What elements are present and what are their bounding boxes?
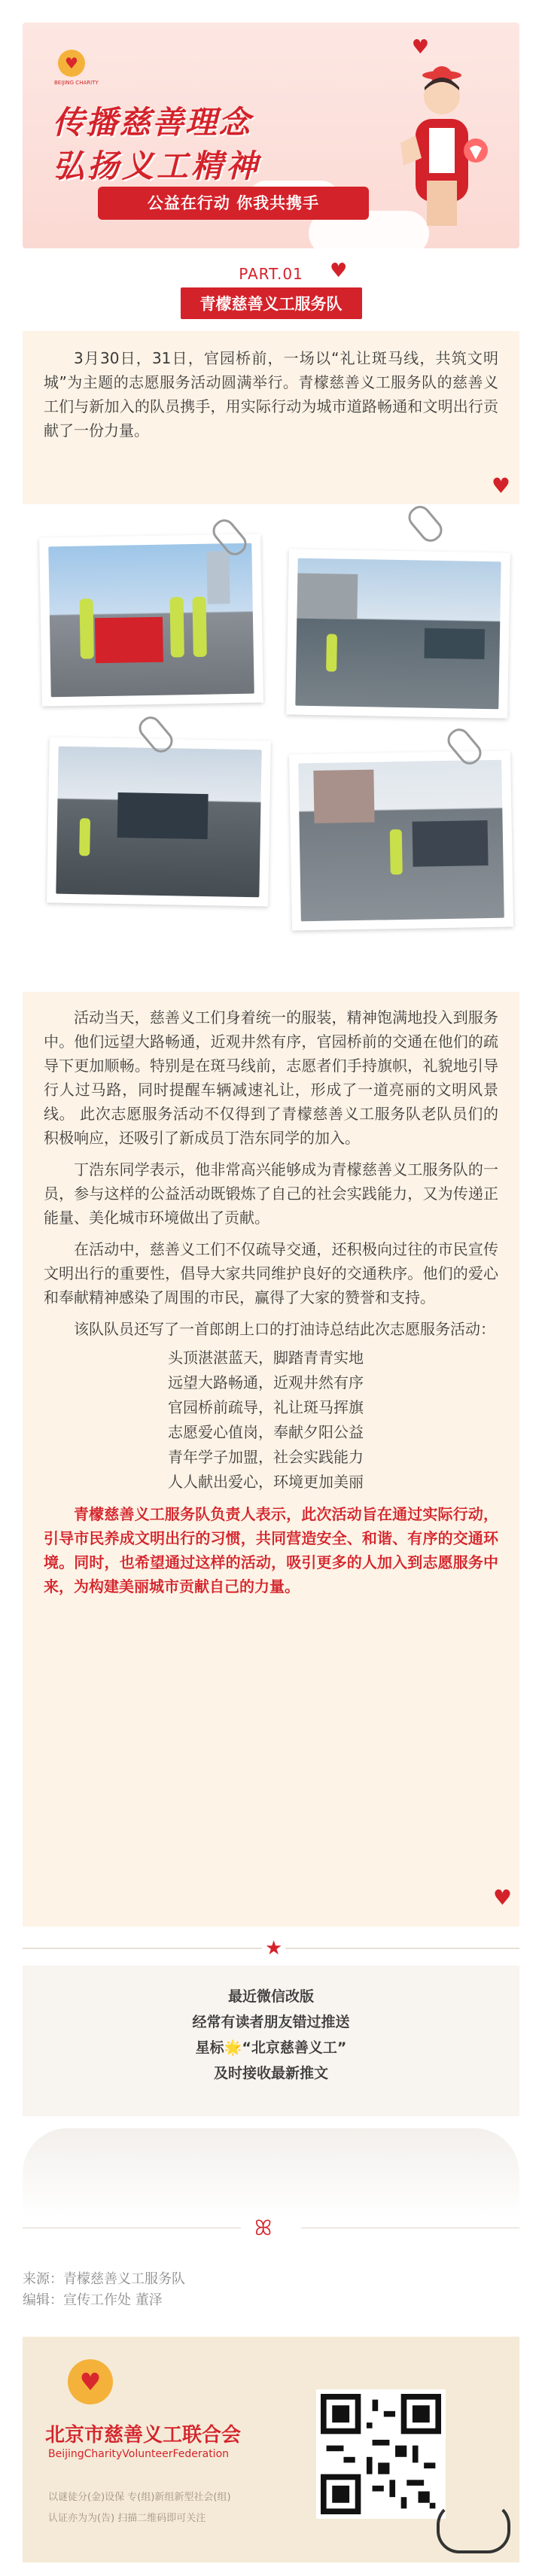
editor-credit: 编辑：宣传工作处 董泽: [23, 2292, 163, 2308]
notice-line: 星标🌟“北京慈善义工”: [195, 2039, 347, 2056]
section-number: PART.01: [239, 265, 303, 283]
notice-line: 最近微信改版: [227, 1988, 314, 2005]
follow-notice: [23, 1966, 519, 2116]
notice-line: 及时接收最新推文: [213, 2065, 328, 2082]
intro-paragraph: 3月30日，31日，官园桥前，一场以“礼让斑马线，共筑文明城”为主题的志愿服务活动圆满举行。青檬慈善义工服务队的慈善义工们与新加入的队员携手，用实际行动为城市道路畅通和文明出行贡献了一份力量。: [44, 349, 498, 439]
photo-traffic-lane: [47, 737, 271, 906]
photo-volunteer-crossing: [289, 750, 513, 930]
paragraph-2: 丁浩东同学表示，他非常高兴能够成为青檬慈善义工服务队的一员，参与这样的公益活动既锻炼了自己的社会实践能力，又为传递正能量、美化城市环境做出了贡献。: [44, 1160, 498, 1227]
intro-card: [23, 331, 519, 504]
org-logo-icon: ♥: [68, 2359, 113, 2404]
heart-icon: ♥: [491, 473, 510, 498]
body-card: [23, 992, 519, 1927]
heart-icon: ♥: [411, 36, 429, 59]
poem: [44, 1346, 498, 1495]
cloud-decoration: [23, 2128, 519, 2219]
poem-line: 志愿爱心值岗，奉献夕阳公益: [168, 1423, 364, 1441]
closing-paragraph: 青檬慈善义工服务队负责人表示，此次活动旨在通过实际行动，引导市民养成文明出行的习惯，共同营造安全、和谐、有序的交通环境。同时，也希望通过这样的活动，吸引更多的人加入到志愿服务中来，为构建美丽城市贡献自己的力量。: [44, 1505, 498, 1595]
logo: ♥ BEIJING CHARITY: [54, 50, 89, 95]
source-credit: 来源：青檬慈善义工服务队: [23, 2271, 185, 2287]
header-banner: [23, 23, 519, 248]
qr-code-icon[interactable]: [316, 2389, 446, 2519]
photo-group-with-flag: [39, 534, 263, 706]
section-title: 青檬慈善义工服务队: [181, 287, 362, 319]
volunteer-illustration-icon: [385, 60, 498, 248]
poem-line: 官园桥前疏导，礼让斑马挥旗: [168, 1398, 364, 1416]
heart-icon: ♥: [330, 260, 348, 282]
paragraph-4: 该队队员还写了一首郎朗上口的打油诗总结此次志愿服务活动：: [74, 1320, 495, 1338]
heart-icon: ♥: [492, 1885, 512, 1910]
org-slogans: 以谜徒分(金)设保 专(组)新组新型社会(组) 认证亦为为(告) 扫描二维码即可关注: [48, 2492, 231, 2524]
star-icon: ★: [262, 1937, 285, 1960]
org-name-en: BeijingCharityVolunteerFederation: [48, 2448, 230, 2460]
photo-grid: [23, 512, 519, 948]
poem-line: 人人献出爱心，环境更加美丽: [168, 1473, 364, 1491]
notice-line: 经常有读者朋友错过推送: [192, 2014, 350, 2030]
poem-line: 头顶湛湛蓝天，脚踏青青实地: [168, 1349, 364, 1367]
org-name: 北京市慈善义工联合会: [45, 2424, 242, 2447]
org-footer: [23, 2337, 519, 2562]
section-header: [0, 265, 542, 319]
banner-headline-1: 传播慈善理念: [53, 104, 252, 141]
paragraph-3: 在活动中，慈善义工们不仅疏导交通，还积极向过往的市民宣传文明出行的重要性，倡导大家共同维护良好的交通秩序。他们的爱心和奉献精神感染了周围的市民，赢得了大家的赞誉和支持。: [44, 1240, 498, 1306]
banner-headline-2: 弘扬义工精神: [53, 148, 261, 184]
poem-line: 青年学子加盟，社会实践能力: [168, 1448, 364, 1466]
poem-line: 远望大路畅通，近观井然有序: [168, 1373, 364, 1391]
heart-logo-icon: ♥: [58, 50, 85, 77]
bow-icon: ꕤ: [254, 2216, 273, 2240]
paragraph-1: 活动当天，慈善义工们身着统一的服装，精神饱满地投入到服务中。他们远望大路畅通，近观井然有序，官园桥前的交通在他们的疏导下更加顺畅。特别是在斑马线前，志愿者们手持旗帜，礼貌地引导行人过马路，同时提醒车辆减速礼让，形成了一道亮丽的文明风景线。 此次志愿服务活动不仅得到了青檬慈善义工服务队老队员们的积极响应，还吸引了新成员丁浩东同学的加入。: [44, 1008, 498, 1147]
glasses-decoration-icon: [437, 2502, 510, 2553]
banner-slogan: 公益在行动 你我共携手: [98, 187, 369, 220]
photo-street-guiding: [286, 549, 510, 718]
